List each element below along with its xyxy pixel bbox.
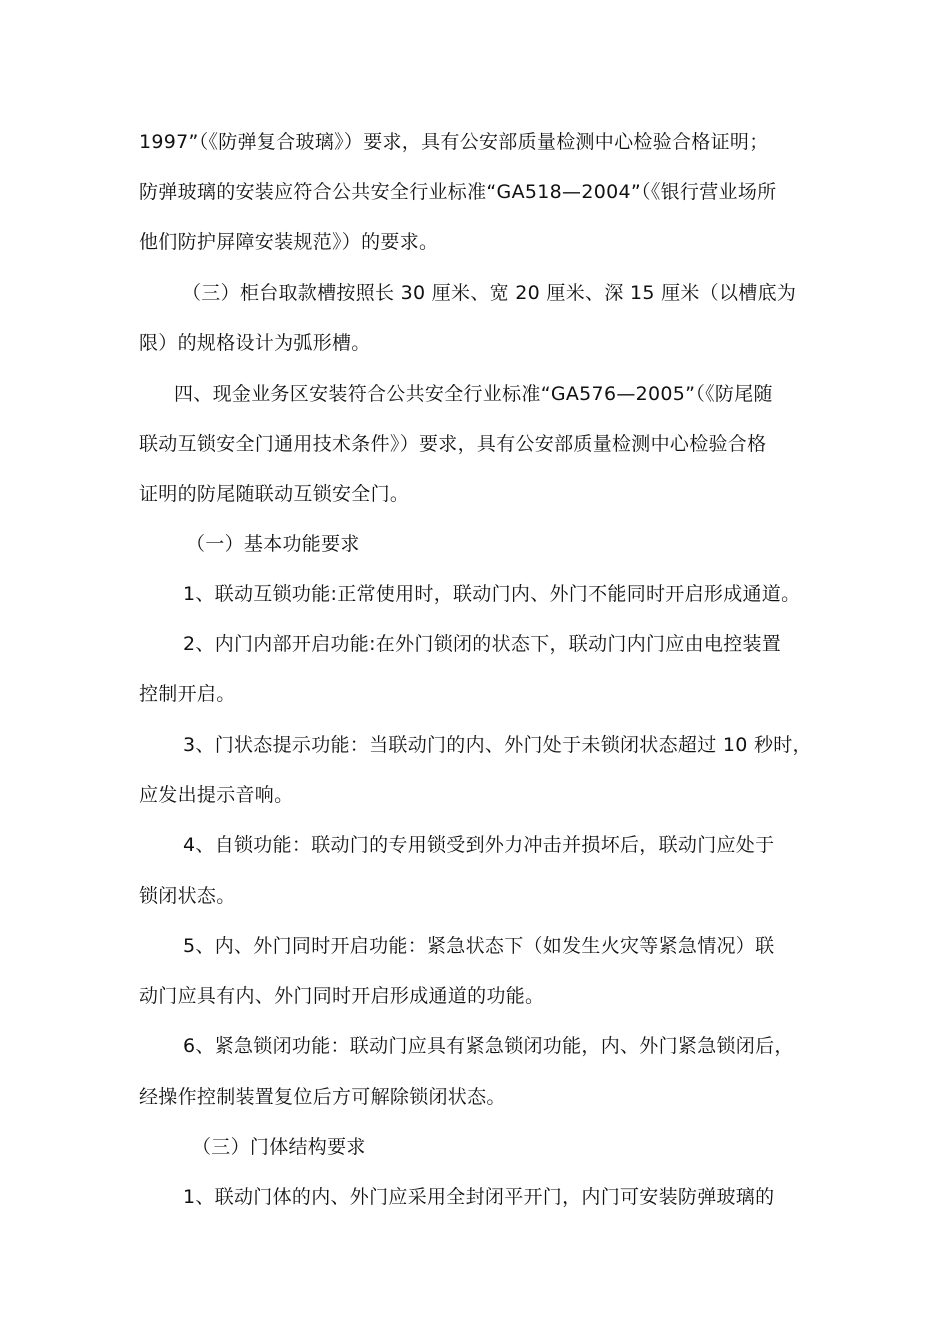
text-line: 动门应具有内、外门同时开启形成通道的功能。 (139, 985, 545, 1007)
text-line: 6、紧急锁闭功能：联动门应具有紧急锁闭功能，内、外门紧急锁闭后， (183, 1035, 794, 1057)
text-line: 他们防护屏障安装规范》）的要求。 (139, 231, 439, 253)
text-line: 1、联动互锁功能:正常使用时，联动门内、外门不能同时开启形成通道。 (183, 583, 801, 605)
text-line: 限）的规格设计为弧形槽。 (139, 332, 371, 354)
section-heading: （一）基本功能要求 (186, 533, 360, 555)
text-line: 控制开启。 (139, 683, 236, 705)
text-line: 1997”（《防弹复合玻璃》）要求，具有公安部质量检测中心检验合格证明； (139, 131, 769, 153)
text-line: 3、门状态提示功能：当联动门的内、外门处于未锁闭状态超过 10 秒时， (183, 734, 812, 756)
text-line: 2、内门内部开启功能:在外门锁闭的状态下，联动门内门应由电控装置 (183, 633, 782, 655)
text-line: 经操作控制装置复位后方可解除锁闭状态。 (139, 1086, 506, 1108)
text-line: 四、现金业务区安装符合公共安全行业标准“GA576—2005”（《防尾随 (174, 383, 773, 405)
text-line: 5、内、外门同时开启功能：紧急状态下（如发生火灾等紧急情况）联 (183, 935, 775, 957)
text-line: 联动互锁安全门通用技术条件》）要求，具有公安部质量检测中心检验合格 (139, 433, 767, 455)
section-heading: （三）门体结构要求 (192, 1136, 366, 1158)
text-line: 1、联动门体的内、外门应采用全封闭平开门，内门可安装防弹玻璃的 (183, 1186, 775, 1208)
text-line: 应发出提示音响。 (139, 784, 294, 806)
text-line: 防弹玻璃的安装应符合公共安全行业标准“GA518—2004”（《银行营业场所 (139, 181, 777, 203)
text-line: 证明的防尾随联动互锁安全门。 (139, 483, 410, 505)
text-line: （三）柜台取款槽按照长 30 厘米、宽 20 厘米、深 15 厘米（以槽底为 (182, 282, 797, 304)
text-line: 4、自锁功能：联动门的专用锁受到外力冲击并损坏后，联动门应处于 (183, 834, 775, 856)
text-line: 锁闭状态。 (139, 885, 236, 907)
